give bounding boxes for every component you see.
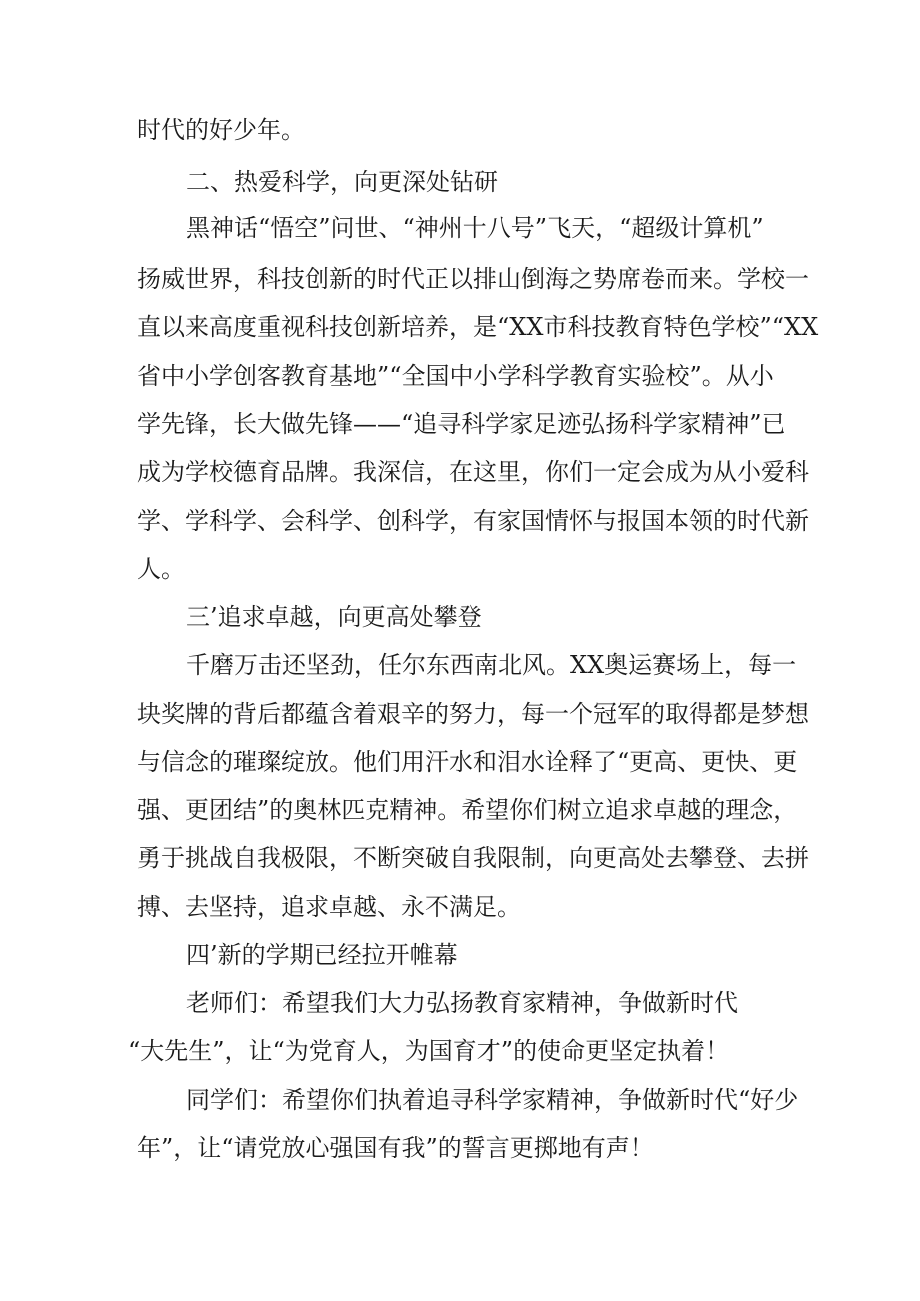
text-line: 黑神话“悟空”问世、“神州十八号”飞天，“超级计算机” bbox=[186, 214, 764, 242]
text-line: 时代的好少年。 bbox=[137, 116, 305, 144]
section-heading-2: 二、热爱科学，向更深处钻研 bbox=[186, 168, 498, 196]
text-line: “大先生”，让“为党育人，为国育才”的使命更坚定执着！ bbox=[128, 1037, 730, 1065]
text-line: 千磨万击还坚劲，任尔东西南北风。XX奥运赛场上，每一 bbox=[186, 651, 797, 679]
section-heading-3: 三’追求卓越，向更高处攀登 bbox=[186, 603, 482, 631]
text-line: 与信念的璀璨绽放。他们用汗水和泪水诠释了“更高、更快、更 bbox=[137, 748, 798, 776]
text-line: 块奖牌的背后都蕴含着艰辛的努力，每一个冠军的取得都是梦想 bbox=[137, 700, 809, 728]
text-line: 老师们：希望我们大力弘扬教育家精神，争做新时代 bbox=[186, 989, 738, 1017]
text-line: 强、更团结”的奥林匹克精神。希望你们树立追求卓越的理念， bbox=[137, 796, 798, 824]
text-line: 年”，让“请党放心强国有我”的誓言更掷地有声！ bbox=[137, 1134, 654, 1162]
text-line: 人。 bbox=[137, 555, 185, 583]
text-line: 省中小学创客教育基地”“全国中小学科学教育实验校”。从小 bbox=[137, 362, 774, 390]
text-line: 勇于挑战自我极限，不断突破自我限制，向更高处去攀登、去拼 bbox=[137, 844, 809, 872]
text-line: 搏、去坚持，追求卓越、永不满足。 bbox=[137, 893, 521, 921]
text-line: 学、学科学、会科学、创科学，有家国情怀与报国本领的时代新 bbox=[137, 507, 809, 535]
text-line: 成为学校德育品牌。我深信，在这里，你们一定会成为从小爱科 bbox=[137, 458, 809, 486]
text-line: 扬威世界，科技创新的时代正以排山倒海之势席卷而来。学校一 bbox=[137, 265, 809, 293]
section-heading-4: 四’新的学期已经拉开帷幕 bbox=[186, 941, 458, 969]
text-line: 同学们：希望你们执着追寻科学家精神，争做新时代“好少 bbox=[186, 1086, 799, 1114]
text-line: 直以来高度重视科技创新培养，是“XX市科技教育特色学校”“XX bbox=[137, 313, 819, 341]
text-line: 学先锋，长大做先锋——“追寻科学家足迹弘扬科学家精神”已 bbox=[137, 410, 786, 438]
